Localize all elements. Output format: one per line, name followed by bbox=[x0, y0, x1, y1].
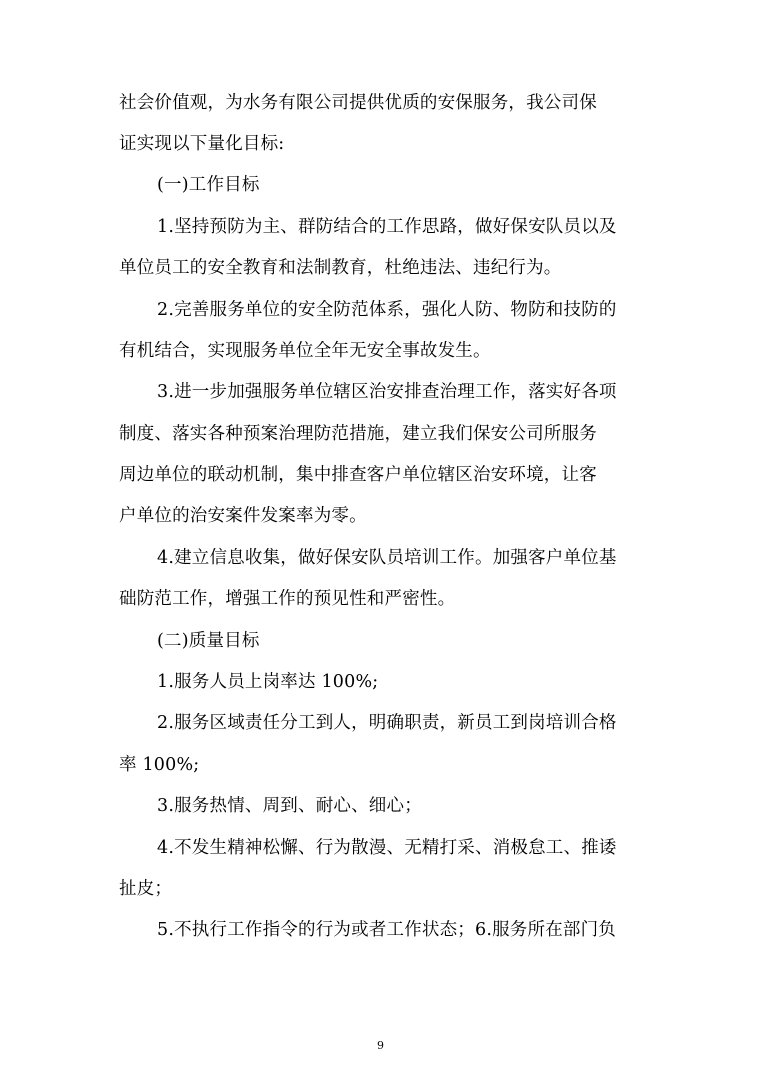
section-heading: (二)质量目标 bbox=[157, 631, 260, 651]
text-line: 社会价值观，为水务有限公司提供优质的安保服务，我公司保 bbox=[119, 93, 597, 113]
text-line: 4.不发生精神松懈、行为散漫、无精打采、消极怠工、推诿 bbox=[157, 838, 617, 858]
text-line: 单位员工的安全教育和法制教育，杜绝违法、违纪行为。 bbox=[119, 258, 562, 278]
text-line: 3.服务热情、周到、耐心、细心； bbox=[157, 796, 422, 816]
text-line: 4.建立信息收集，做好保安队员培训工作。加强客户单位基 bbox=[157, 548, 617, 568]
text-line: 率 100%; bbox=[119, 755, 200, 775]
text-line: 户单位的治安案件发案率为零。 bbox=[119, 506, 367, 526]
text-line: 2.完善服务单位的安全防范体系，强化人防、物防和技防的 bbox=[157, 300, 617, 320]
text-line: 扯皮； bbox=[119, 879, 173, 899]
page-number: 9 bbox=[377, 1039, 384, 1052]
text-line: 证实现以下量化目标: bbox=[119, 134, 285, 154]
text-line: 5.不执行工作指令的行为或者工作状态；6.服务所在部门负 bbox=[157, 920, 616, 940]
text-line: 1.服务人员上岗率达 100%; bbox=[157, 672, 379, 692]
text-line: 础防范工作，增强工作的预见性和严密性。 bbox=[119, 589, 456, 609]
section-heading: (一)工作目标 bbox=[157, 175, 260, 195]
text-line: 2.服务区域责任分工到人，明确职责，新员工到岗培训合格 bbox=[157, 713, 617, 733]
text-line: 有机结合，实现服务单位全年无安全事故发生。 bbox=[119, 341, 491, 361]
text-line: 1.坚持预防为主、群防结合的工作思路，做好保安队员以及 bbox=[157, 217, 617, 237]
text-line: 制度、落实各种预案治理防范措施，建立我们保安公司所服务 bbox=[119, 424, 597, 444]
text-line: 周边单位的联动机制，集中排查客户单位辖区治安环境，让客 bbox=[119, 465, 597, 485]
text-line: 3.进一步加强服务单位辖区治安排查治理工作，落实好各项 bbox=[157, 382, 617, 402]
